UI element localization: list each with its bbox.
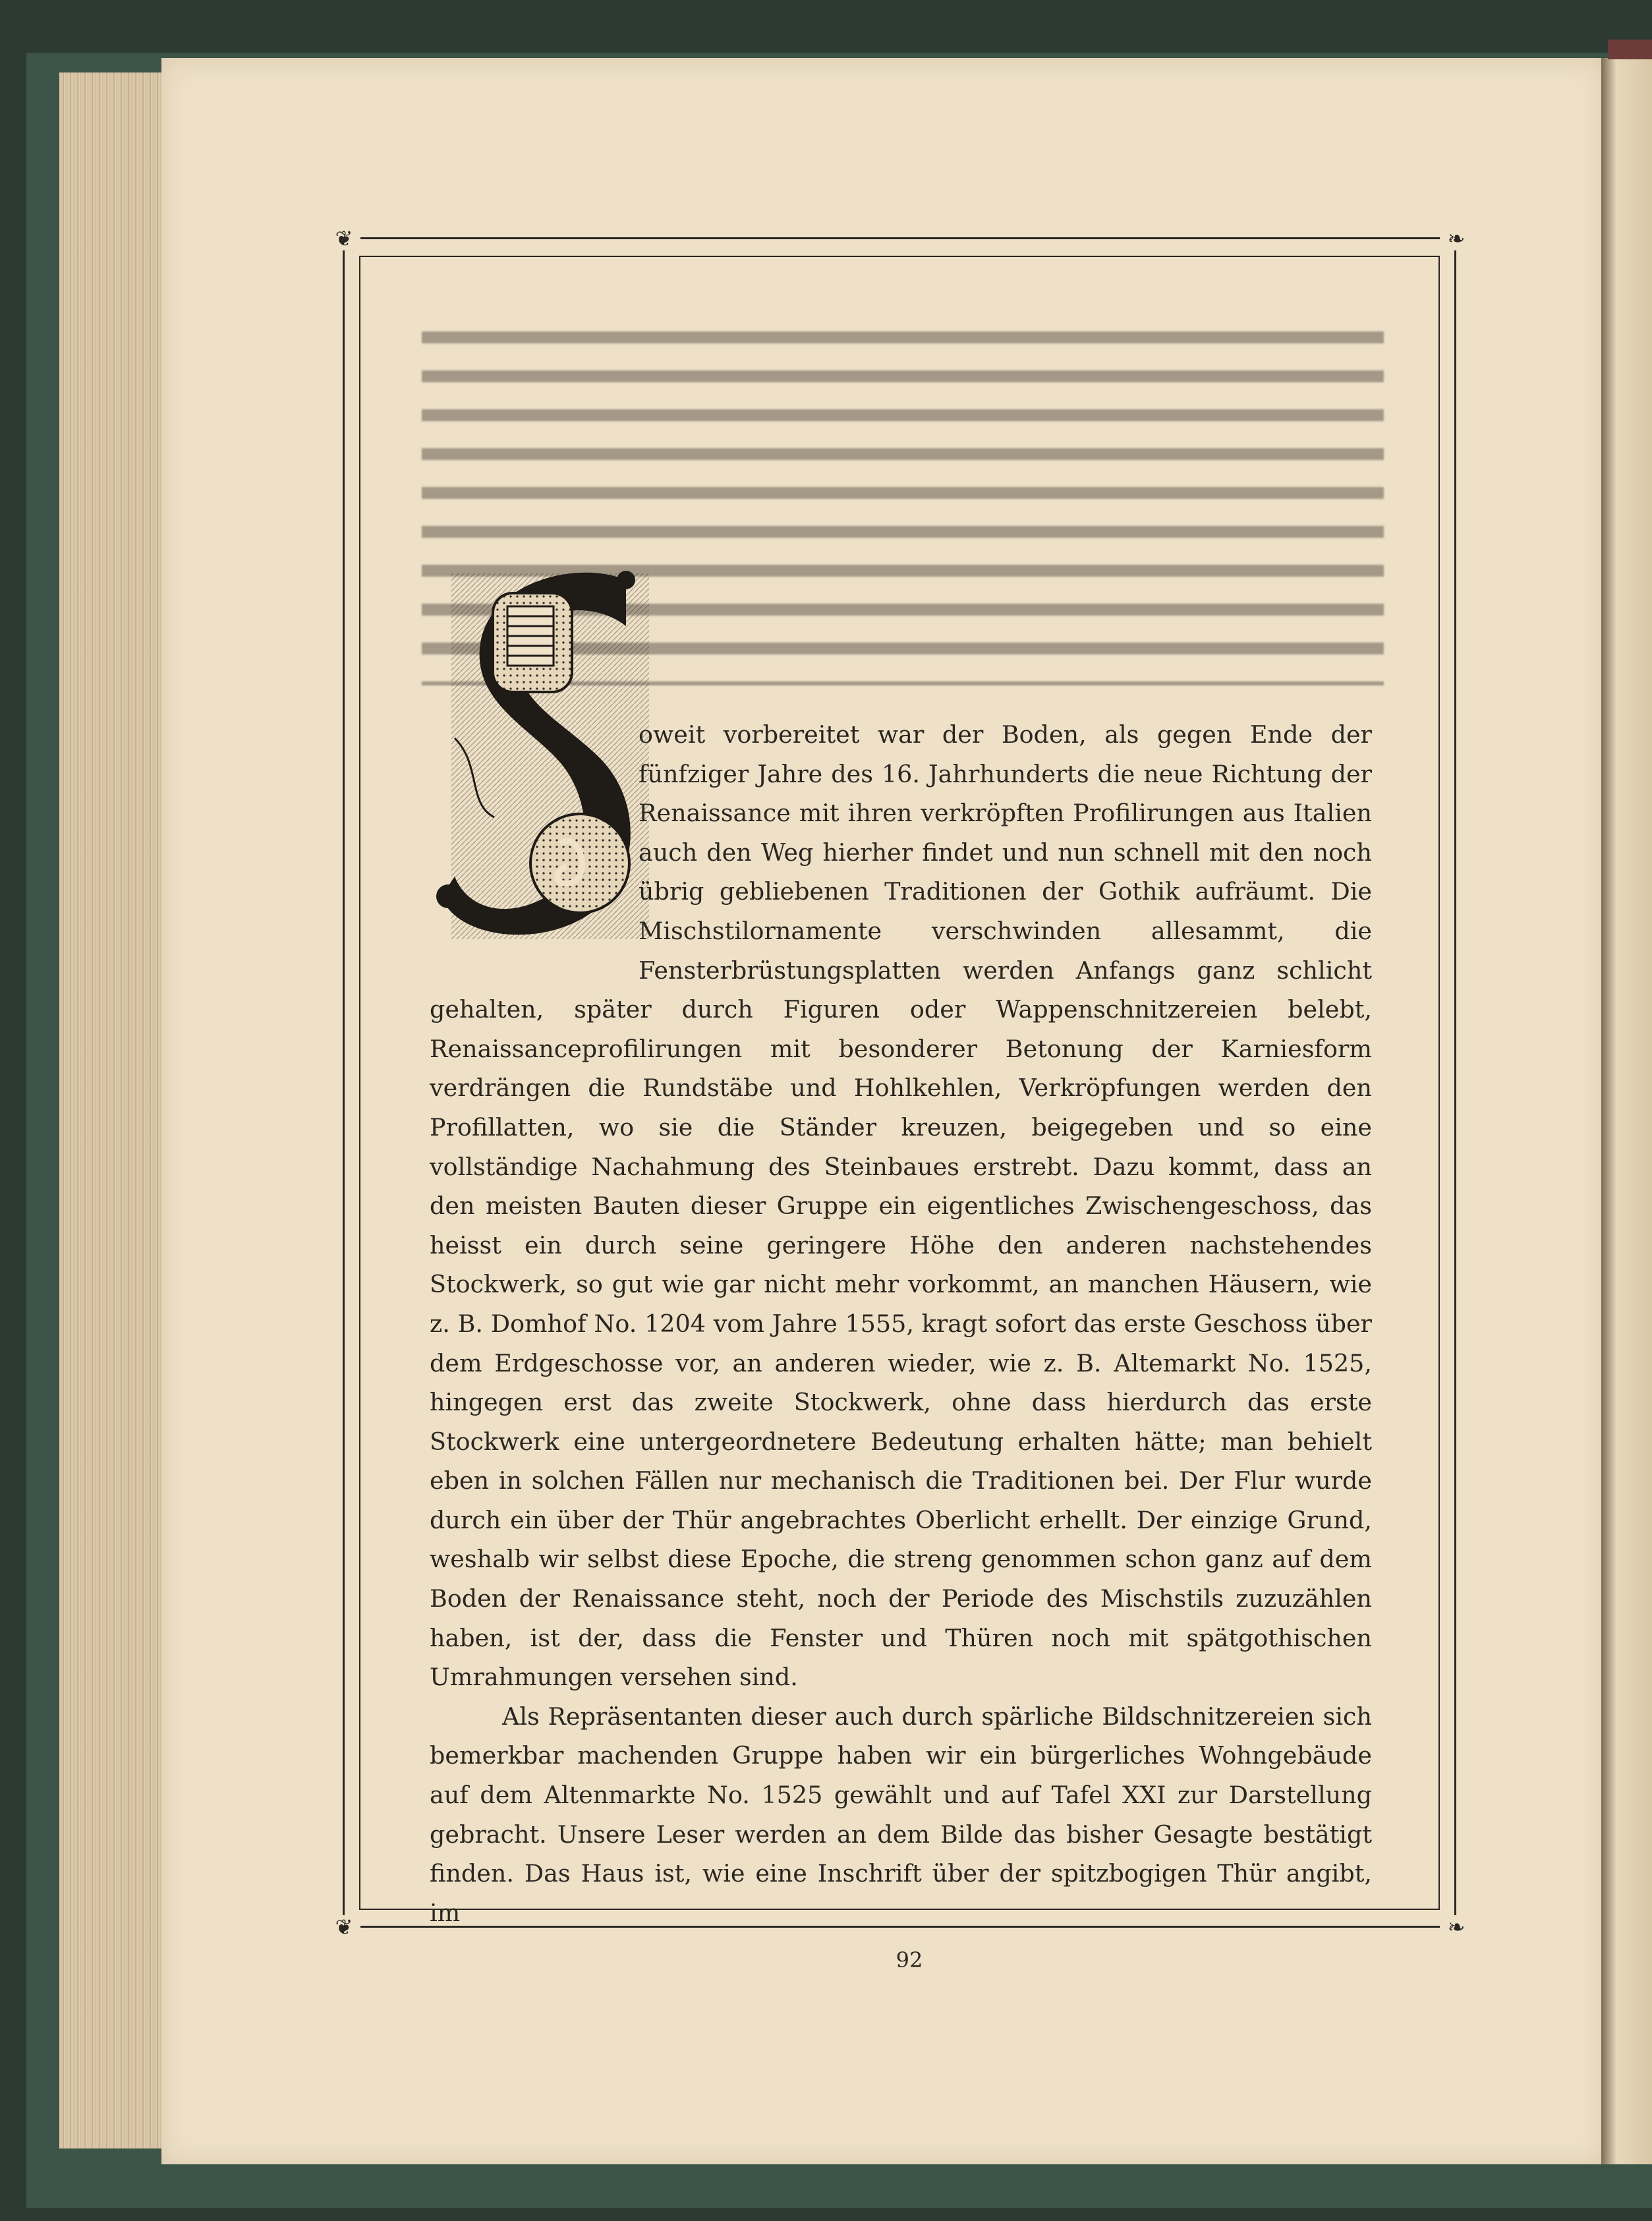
corner-ornament-icon: ❧: [1440, 227, 1473, 250]
paragraph-1: oweit vorbereitet war der Boden, als gegen Ende der fünfziger Jahre des 16. Jahrhunderts die neue Richtung der Renaissance mit ihren verkröpften Profilirungen aus Italien auch den Weg hierher findet und nun schnell mit den noch übrig gebliebenen Traditionen der Gothik aufräumt. Die Mischstilornamente verschwinden allesammt, die Fensterbrüstungsplatten werden Anfangs ganz schlicht gehalten, später durch Figuren oder Wappenschnitzereien belebt, Renaissanceprofilirungen mit besonderer Betonung der Karniesform verdrängen die Rundstäbe und Hohlkehlen, Verkröpfungen werden den Profillatten, wo sie die Ständer kreuzen, beigegeben und so eine vollständige Nachahmung des Steinbaues erstrebt. Dazu kommt, dass an den meisten Bauten dieser Gruppe ein eigentliches Zwischengeschoss, das heisst ein durch seine geringere Höhe den anderen nachstehendes Stockwerk, so gut wie gar nicht mehr vorkommt, an manchen Häusern, wie z. B. Domhof No. 1204 vom Jahre 1555, kragt sofort das erste Geschoss über dem Erdgeschosse vor, an anderen wieder, wie z. B. Altemarkt No. 1525, hingegen erst das zweite Stockwerk, ohne dass hierdurch das erste Stockwerk eine untergeordnetere Bedeutung erhalten hätte; man behielt eben in solchen Fällen nur mechanisch die Traditionen bei. Der Flur wurde durch ein über der Thür angebrachtes Oberlicht erhellt. Der einzige Grund, weshalb wir selbst diese Epoche, die streng genommen schon ganz auf dem Boden der Renaissance steht, noch der Periode des Mischstils zuzuzählen haben, ist der, dass die Fenster und Thüren noch mit spätgothischen Umrahmungen versehen sind.: [430, 720, 1372, 1692]
corner-ornament-icon: ❧: [1440, 1915, 1473, 1939]
page-number: 92: [896, 1947, 923, 1973]
corner-ornament-icon: ❦: [328, 227, 360, 250]
page-edges: [59, 72, 178, 2149]
dropcap-space: [411, 715, 639, 951]
corner-ornament-icon: ❦: [328, 1915, 360, 1939]
body-text: [430, 715, 1372, 1927]
page-gutter: [1601, 58, 1652, 2164]
facing-page-edge: [1608, 40, 1652, 59]
paragraph-2: Als Repräsentanten dieser auch durch spärliche Bildschnitzereien sich bemerkbar machenden Gruppe haben wir ein bürgerliches Wohngebäude auf dem Altenmarkte No. 1525 gewählt und auf Tafel XXI zur Darstellung gebracht. Unsere Leser werden an dem Bilde das bisher Gesagte bestätigt finden. Das Haus ist, wie eine Inschrift über der spitzbogigen Thür angibt, im: [430, 1702, 1372, 1927]
